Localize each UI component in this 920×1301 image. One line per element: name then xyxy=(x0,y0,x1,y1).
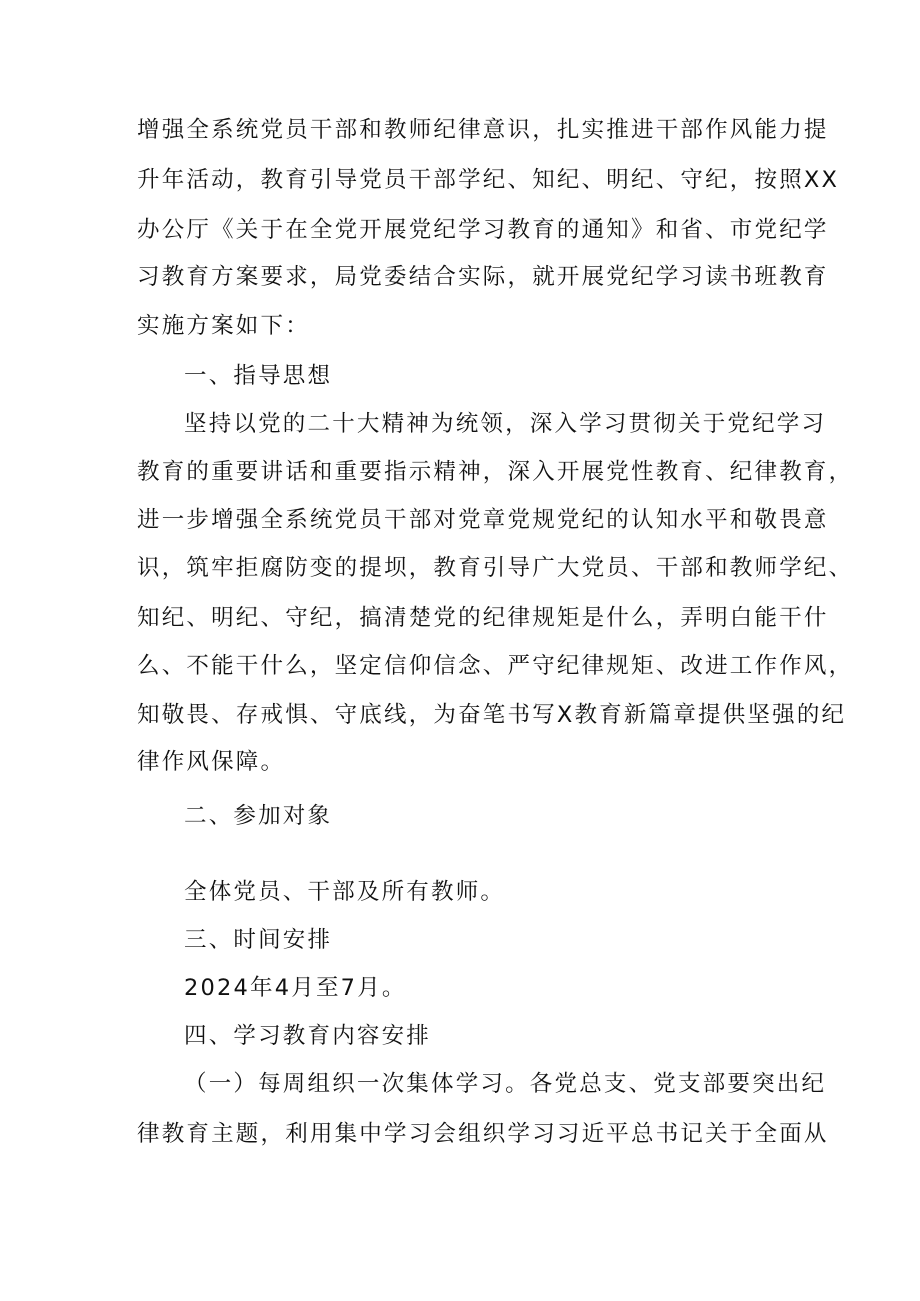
section3-text: 2024年4月至7月。 xyxy=(184,975,407,1001)
section1-heading: 一、指导思想 xyxy=(184,363,333,389)
section1-line-1: 坚持以党的二十大精神为统领，深入学习贯彻关于党纪学习 xyxy=(184,411,827,437)
section1-line-6: 么、不能干什么，坚定信仰信念、严守纪律规矩、改进工作作风， xyxy=(137,653,854,679)
section1-line-2: 教育的重要讲话和重要指示精神，深入开展党性教育、纪律教育， xyxy=(137,459,854,485)
intro-line-4: 习教育方案要求，局党委结合实际，就开展党纪学习读书班教育 xyxy=(137,264,829,290)
intro-line-5: 实施方案如下： xyxy=(137,313,310,339)
section4-line-2: 律教育主题，利用集中学习会组织学习习近平总书记关于全面从 xyxy=(137,1121,829,1147)
section2-text: 全体党员、干部及所有教师。 xyxy=(184,879,506,905)
section1-line-3: 进一步增强全系统党员干部对党章党规党纪的认知水平和敬畏意 xyxy=(137,507,829,533)
section1-line-4: 识，筑牢拒腐防变的提坝，教育引导广大党员、干部和教师学纪、 xyxy=(137,555,854,581)
section4-line-1: （一）每周组织一次集体学习。各党总支、党支部要突出纪 xyxy=(184,1071,827,1097)
intro-line-3: 办公厅《关于在全党开展党纪学习教育的通知》和省、市党纪学 xyxy=(137,217,829,243)
intro-line-1: 增强全系统党员干部和教师纪律意识，扎实推进干部作风能力提 xyxy=(137,117,829,143)
section4-heading: 四、学习教育内容安排 xyxy=(184,1023,432,1049)
intro-line-2: 升年活动，教育引导党员干部学纪、知纪、明纪、守纪，按照XX xyxy=(137,167,840,193)
section3-heading: 三、时间安排 xyxy=(184,927,333,953)
section1-line-8: 律作风保障。 xyxy=(137,749,286,775)
section1-line-5: 知纪、明纪、守纪，搞清楚党的纪律规矩是什么，弄明白能干什 xyxy=(137,605,829,631)
section1-line-7: 知敬畏、存戒惧、守底线，为奋笔书写X教育新篇章提供坚强的纪 xyxy=(137,702,847,728)
section2-heading: 二、参加对象 xyxy=(184,803,333,829)
